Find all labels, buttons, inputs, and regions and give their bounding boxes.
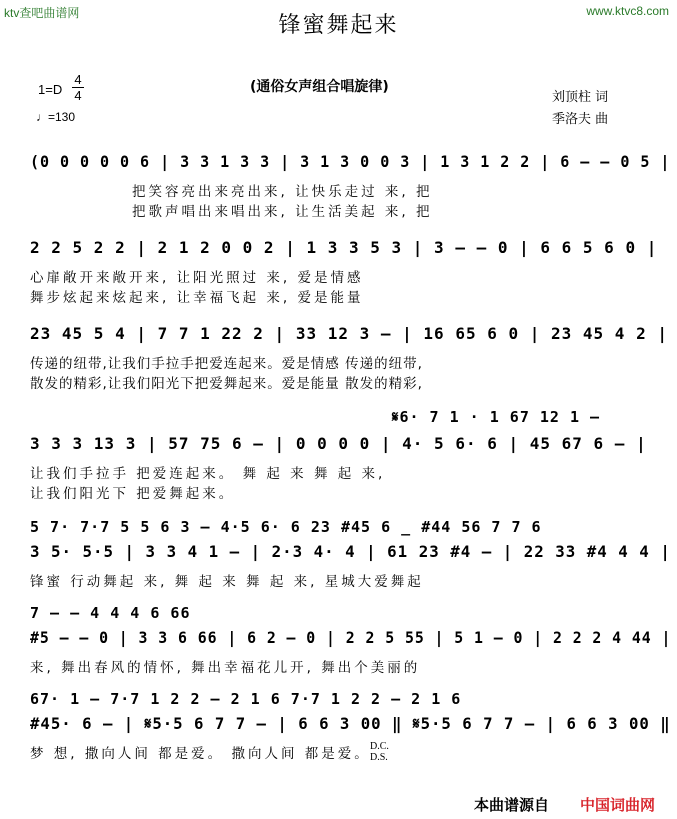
song-title: 锋蜜舞起来 [278,13,399,38]
system-2-lyrics-verse-1: 心扉敞开来敞开来, 让阳光照过 来, 爱是情感 [30,270,364,286]
system-1-notes: (0 0 0 0 0 6 | 3 3 1 3 3 | 3 1 3 0 0 3 | 1 3 1 2 2 | 6 – – 0 5 | [30,152,671,171]
system-4-lyrics-verse-2: 让我们阳光下 把爱舞起来。 [30,486,236,502]
system-4-notes: 3 3 3 13 3 | 57 75 6 – | 0 0 0 0 | 4· 5 6· 6 | 45 67 6 – | [30,434,647,453]
lyricist-credit: 刘顶柱 词 [552,90,609,105]
system-4-upper-notes: 𝄋6· 7 1 · 1 67 12 1 – [392,408,601,426]
system-1-lyrics-verse-1: 把笑容亮出来亮出来, 让快乐走过 来, 把 [132,184,433,200]
system-7-notes: #45· 6 – | 𝄋5·5 6 7 7 – | 6 6 3 00 ‖ 𝄋5·5 6 7 7 – | 6 6 3 00 ‖ [30,714,671,733]
subtitle: (通俗女声组合唱旋律) [250,79,389,95]
composer-credit: 季洛夫 曲 [552,112,609,127]
system-6-notes: #5 – – 0 | 3 3 6 66 | 6 2 – 0 | 2 2 5 55 | 5 1 – 0 | 2 2 2 4 44 | [30,628,672,647]
system-4-lyrics-verse-1: 让我们手拉手 把爱连起来。 舞 起 来 舞 起 来, [30,466,386,482]
system-7-lyrics: 梦 想, 撒向人间 都是爱。 撒向人间 都是爱。 [30,746,371,762]
system-6-upper-notes: 7 – – 4 4 4 6 66 [30,604,191,622]
system-3-notes: 23 45 5 4 | 7 7 1 22 2 | 33 12 3 – | 16 65 6 0 | 23 45 4 2 | [30,324,668,343]
time-bottom: 4 [74,88,82,103]
footer-source-label: 本曲谱源自 [474,796,550,814]
system-3-lyrics-verse-2: 散发的精彩,让我们阳光下把爱舞起来。爱是能量 散发的精彩, [30,376,423,392]
watermark-right: www.ktvc8.com [586,4,669,18]
time-signature [72,72,84,103]
tempo-mark: ♩=130 [36,110,76,124]
time-top: 4 [74,72,82,87]
watermark-left: ktv查吧曲谱网 [4,6,80,20]
system-5-lyrics: 锋蜜 行动舞起 来, 舞 起 来 舞 起 来, 星城大爱舞起 [30,574,424,590]
system-2-lyrics-verse-2: 舞步炫起来炫起来, 让幸福飞起 来, 爱是能量 [30,290,364,306]
dc-mark: D.C. [370,741,389,752]
system-3-lyrics-verse-1: 传递的纽带,让我们手拉手把爱连起来。爱是情感 传递的纽带, [30,356,423,372]
system-5-notes: 3 5· 5·5 | 3 3 4 1 – | 2·3 4· 4 | 61 23 #4 – | 22 33 #4 4 4 | [30,542,671,561]
system-1-lyrics-verse-2: 把歌声唱出来唱出来, 让生活美起 来, 把 [132,204,433,220]
system-2-notes: 2 2 5 2 2 | 2 1 2 0 0 2 | 1 3 3 5 3 | 3 – – 0 | 6 6 5 6 0 | [30,238,658,257]
footer-site-link[interactable]: 中国词曲网 [580,796,656,814]
system-7-upper-notes: 67· 1 – 7·7 1 2 2 – 2 1 6 7·7 1 2 2 – 2 1 6 [30,690,462,708]
ds-mark: D.S. [370,752,388,763]
key-signature: 1=D [38,82,63,97]
system-5-upper-notes: 5 7· 7·7 5 5 6 3 – 4·5 6· 6 23 #45 6 _ #44 56 7 7 6 [30,518,542,536]
system-6-lyrics: 来, 舞出春风的情怀, 舞出幸福花儿开, 舞出个美丽的 [30,660,421,676]
